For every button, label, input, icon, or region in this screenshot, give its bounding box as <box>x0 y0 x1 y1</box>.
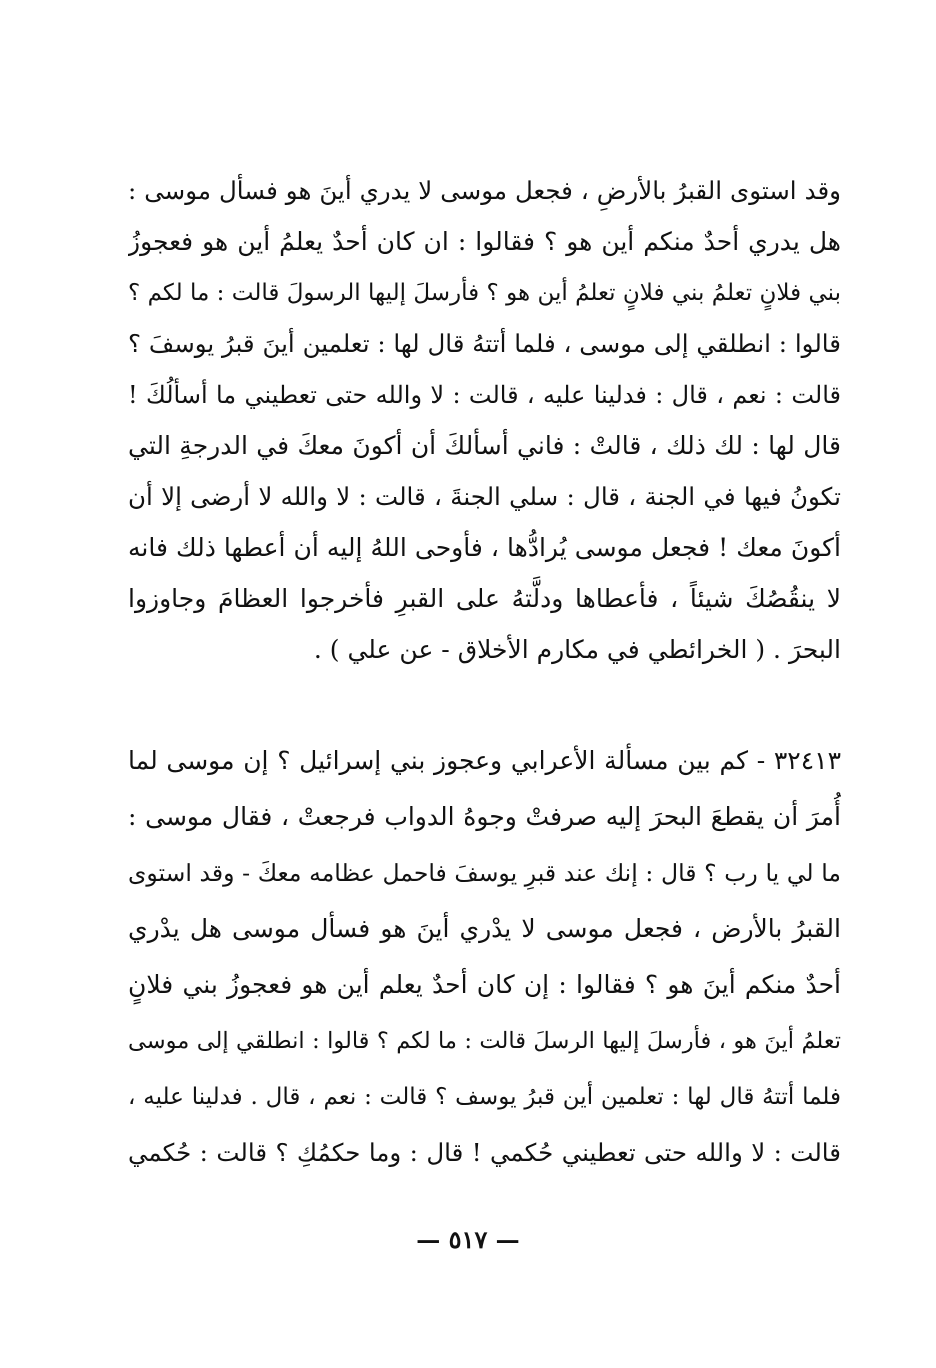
text-line: أحدٌ منكم أينَ هو ؟ فقالوا : إن كان أحدٌ يعلم أين هو فعجوزُ بني فلانٍ <box>128 970 841 999</box>
text-line: فلما أتتهُ قال لها : تعلمين أين قبرُ يوسف ؟ قالت : نعم ، قال . فدلينا عليه ، <box>128 1084 841 1110</box>
paragraph-1 <box>128 166 841 686</box>
text-line: قالت : نعم ، قال : فدلينا عليه ، قالت : لا والله حتى تعطيني ما أسألُكَ ! <box>128 381 841 409</box>
text-line: قالت : لا والله حتى تعطيني حُكمي ! قال : وما حكمُكِ ؟ قالت : حُكمي <box>128 1138 841 1167</box>
text-line: أكونَ معك ! فجعل موسى يُرادُّها ، فأوحى اللهُ إليه أن أعطها ذلك فانه <box>128 533 841 562</box>
text-line: أُمرَ أن يقطعَ البحرَ إليه صرفتْ وجوهُ الدواب فرجعتْ ، فقال موسى : <box>128 802 841 831</box>
text-line: تعلمُ أينَ هو ، فأرسلَ إليها الرسلَ قالت : ما لكم ؟ قالوا : انطلقي إلى موسى <box>128 1028 841 1054</box>
page-number: — ٥١٧ — <box>416 1225 520 1254</box>
text-line: البحرَ . ( الخرائطي في مكارم الأخلاق - عن علي ) . <box>313 635 841 664</box>
text-line: قالوا : انطلقي إلى موسى ، فلما أتتهُ قال لها : تعلمين أينَ قبرُ يوسفَ ؟ <box>128 329 841 358</box>
text-line: بني فلانٍ تعلمُ بني فلانٍ تعلمُ أين هو ؟ فأرسلَ إليها الرسولَ قالت : ما لكم ؟ <box>128 280 841 306</box>
text-line: هل يدري أحدٌ منكم أين هو ؟ فقالوا : ان كان أحدٌ يعلمُ أين هو فعجوزُ <box>128 227 841 256</box>
text-line: تكونُ فيها في الجنة ، قال : سلي الجنةَ ، قالت : لا والله لا أرضى إلا أن <box>128 482 841 511</box>
text-line: وقد استوى القبرُ بالأرضِ ، فجعل موسى لا يدري أينَ هو فسأل موسى : <box>128 176 841 205</box>
text-line: قال لها : لك ذلك ، قالتْ : فاني أسألكَ أن أكونَ معكَ في الدرجةِ التي <box>128 431 841 460</box>
text-line: ٣٢٤١٣ - كم بين مسألة الأعرابي وعجوز بني إسرائيل ؟ إن موسى لما <box>128 746 841 775</box>
paragraph-2 <box>128 736 841 1196</box>
text-line: لا ينقُصُكَ شيئاً ، فأعطاها ودلَّتهُ على القبرِ فأخرجوا العظامَ وجاوزوا <box>128 584 841 613</box>
text-line: القبرُ بالأرض ، فجعل موسى لا يدْري أينَ هو فسأل موسى هل يدْري <box>128 914 841 943</box>
text-line: ما لي يا رب ؟ قال : إنك عند قبرِ يوسفَ فاحمل عظامه معكَ - وقد استوى <box>128 859 841 887</box>
